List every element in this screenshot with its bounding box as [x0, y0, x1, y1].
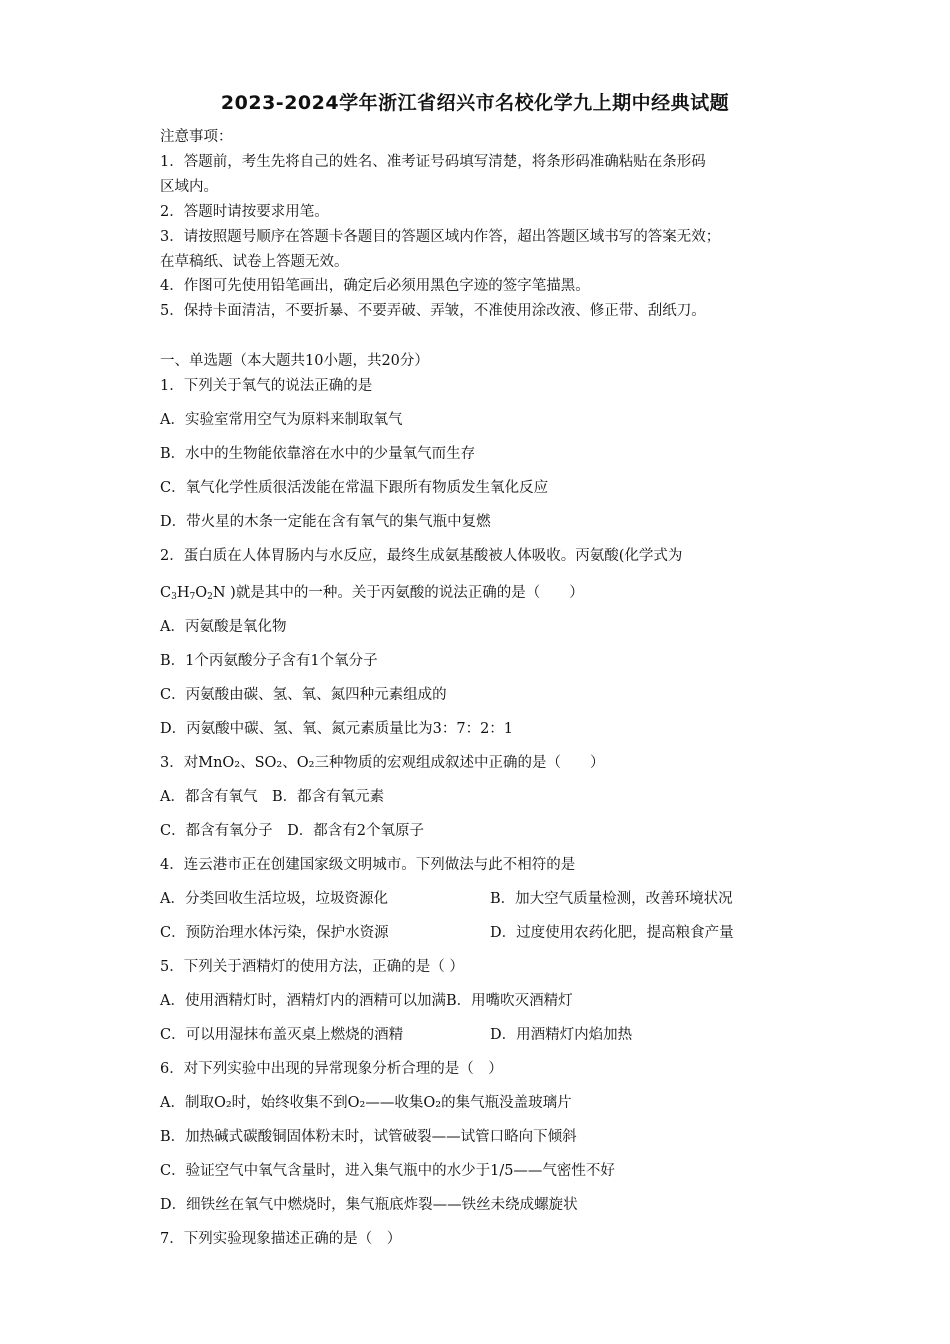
option: A．分类回收生活垃圾，垃圾资源化 [160, 891, 388, 907]
section-heading: 一、单选题（本大题共10小题，共20分） [160, 353, 429, 369]
option: A．都含有氧气 B．都含有氧元素 [160, 789, 385, 805]
question-stem: 6．对下列实验中出现的异常现象分析合理的是（ ） [160, 1061, 503, 1077]
option: B．1个丙氨酸分子含有1个氧分子 [160, 653, 378, 669]
notice-item: 在草稿纸、试卷上答题无效。 [160, 254, 349, 270]
notice-item: 5．保持卡面清洁，不要折暴、不要弄破、弄皱，不准使用涂改液、修正带、刮纸刀。 [160, 303, 706, 319]
option: A．丙氨酸是氧化物 [160, 619, 287, 635]
option: D．带火星的木条一定能在含有氧气的集气瓶中复燃 [160, 514, 491, 530]
option: A．实验室常用空气为原料来制取氧气 [160, 412, 403, 428]
option: B．加大空气质量检测，改善环境状况 [490, 891, 733, 907]
option: C．丙氨酸由碳、氢、氧、氮四种元素组成的 [160, 687, 447, 703]
question-stem: 4．连云港市正在创建国家级文明城市。下列做法与此不相符的是 [160, 857, 576, 873]
option: B．水中的生物能依靠溶在水中的少量氧气而生存 [160, 446, 476, 462]
notice-item: 2．答题时请按要求用笔。 [160, 204, 329, 220]
question-stem: 2．蛋白质在人体胃肠内与水反应，最终生成氨基酸被人体吸收。丙氨酸(化学式为 [160, 548, 683, 564]
page-title: 2023-2024学年浙江省绍兴市名校化学九上期中经典试题 [220, 92, 730, 114]
notice-item: 3．请按照题号顺序在答题卡各题目的答题区域内作答，超出答题区域书写的答案无效； [160, 229, 721, 245]
option: A．使用酒精灯时，酒精灯内的酒精可以加满B．用嘴吹灭酒精灯 [160, 993, 573, 1009]
question-stem: 3．对MnO₂、SO₂、O₂三种物质的宏观组成叙述中正确的是（ ） [160, 755, 605, 771]
option: C．预防治理水体污染，保护水资源 [160, 925, 389, 941]
notice-item: 4．作图可先使用铅笔画出，确定后必须用黑色字迹的签字笔描黑。 [160, 278, 590, 294]
notice-item: 区域内。 [160, 179, 218, 195]
question-stem: 5．下列关于酒精灯的使用方法，正确的是（ ） [160, 959, 464, 975]
question-stem: 1．下列关于氧气的说法正确的是 [160, 378, 373, 394]
question-stem: 7．下列实验现象描述正确的是（ ） [160, 1231, 402, 1247]
notice-item: 1．答题前，考生先将自己的姓名、准考证号码填写清楚，将条形码准确粘贴在条形码 [160, 154, 706, 170]
question-stem-cont: $C_3H_7O_2N$ )就是其中的一种。关于丙氨酸的说法正确的是（ ） [160, 585, 584, 602]
option: C．氧气化学性质很活泼能在常温下跟所有物质发生氧化反应 [160, 480, 549, 496]
option: B．加热碱式碳酸铜固体粉末时，试管破裂——试管口略向下倾斜 [160, 1129, 577, 1145]
option: D．过度使用农药化肥，提高粮食产量 [490, 925, 734, 941]
option: D．细铁丝在氧气中燃烧时，集气瓶底炸裂——铁丝未绕成螺旋状 [160, 1197, 578, 1213]
notice-heading: 注意事项： [160, 129, 233, 145]
option: C．都含有氧分子 D．都含有2个氧原子 [160, 823, 424, 839]
option: D．用酒精灯内焰加热 [490, 1027, 633, 1043]
formula: $C_3H_7O_2N$ [160, 585, 226, 602]
option: C．可以用湿抹布盖灭桌上燃烧的酒精 [160, 1027, 404, 1043]
option: C．验证空气中氧气含量时，进入集气瓶中的水少于1/5——气密性不好 [160, 1163, 615, 1179]
option: D．丙氨酸中碳、氢、氧、氮元素质量比为3：7：2：1 [160, 721, 514, 737]
option: A．制取O₂时，始终收集不到O₂——收集O₂的集气瓶没盖玻璃片 [160, 1095, 572, 1111]
